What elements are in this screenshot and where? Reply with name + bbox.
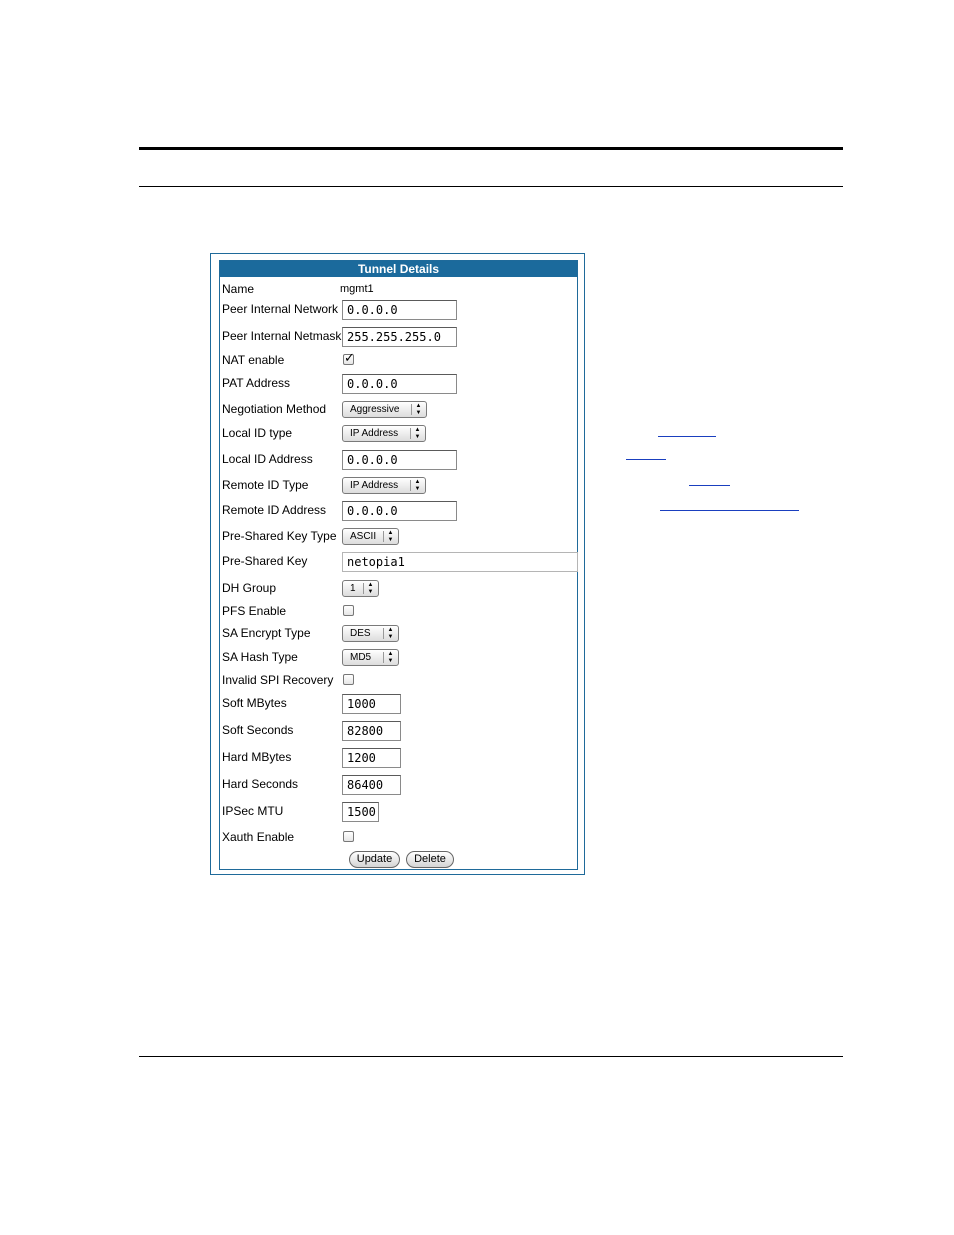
- name-label: Name: [222, 282, 255, 296]
- up-down-arrows-icon: ▲ ▼: [387, 530, 394, 543]
- link-underline-2[interactable]: [626, 459, 666, 460]
- pfs-enable-checkbox[interactable]: [343, 605, 354, 616]
- local-id-type-select[interactable]: [342, 425, 426, 442]
- pat-address-label: PAT Address: [222, 376, 291, 390]
- negotiation-method-select[interactable]: [342, 401, 427, 418]
- delete-button[interactable]: Delete: [406, 851, 454, 868]
- negotiation-method-label: Negotiation Method: [222, 402, 327, 416]
- xauth-enable-checkbox[interactable]: [343, 831, 354, 842]
- link-underline-1[interactable]: [658, 436, 716, 437]
- local-id-address-input[interactable]: 0.0.0.0: [342, 450, 457, 470]
- invalid-spi-recovery-checkbox[interactable]: [343, 674, 354, 685]
- update-button[interactable]: Update: [349, 851, 400, 868]
- hard-mbytes-input[interactable]: 1200: [342, 748, 401, 768]
- select-divider: [363, 583, 364, 594]
- dh-group-selected: 1: [350, 583, 356, 594]
- select-divider: [410, 428, 411, 439]
- peer-internal-netmask-label: Peer Internal Netmask: [222, 329, 342, 343]
- local-id-type-selected: IP Address: [350, 428, 399, 439]
- up-down-arrows-icon: ▲ ▼: [387, 651, 394, 664]
- select-divider: [383, 531, 384, 542]
- tunnel-details-inner: [219, 260, 578, 870]
- link-underline-3[interactable]: [689, 485, 730, 486]
- select-divider: [411, 404, 412, 415]
- soft-seconds-label: Soft Seconds: [222, 723, 294, 737]
- dh-group-select[interactable]: [342, 580, 379, 597]
- name-value: mgmt1: [340, 283, 374, 295]
- remote-id-type-select[interactable]: [342, 477, 426, 494]
- select-divider: [383, 628, 384, 639]
- pfs-enable-label: PFS Enable: [222, 604, 287, 618]
- soft-mbytes-input[interactable]: 1000: [342, 694, 401, 714]
- soft-mbytes-label: Soft MBytes: [222, 696, 287, 710]
- footer-rule: [139, 1056, 843, 1057]
- pre-shared-key-type-select[interactable]: [342, 528, 399, 545]
- ipsec-mtu-input[interactable]: 1500: [342, 802, 379, 822]
- sa-hash-type-label: SA Hash Type: [222, 650, 298, 664]
- sa-encrypt-type-label: SA Encrypt Type: [222, 626, 311, 640]
- ipsec-mtu-label: IPSec MTU: [222, 804, 284, 818]
- local-id-type-label: Local ID type: [222, 426, 293, 440]
- checkmark-icon: ✓: [344, 350, 355, 365]
- pre-shared-key-type-selected: ASCII: [350, 531, 377, 542]
- xauth-enable-label: Xauth Enable: [222, 830, 295, 844]
- dh-group-label: DH Group: [222, 581, 277, 595]
- up-down-arrows-icon: ▲ ▼: [414, 427, 421, 440]
- hard-seconds-input[interactable]: 86400: [342, 775, 401, 795]
- pre-shared-key-input[interactable]: netopia1: [342, 552, 578, 572]
- top-rule: [139, 147, 843, 150]
- pre-shared-key-label: Pre-Shared Key: [222, 554, 308, 568]
- nat-enable-label: NAT enable: [222, 353, 285, 367]
- nat-enable-checkbox[interactable]: [343, 350, 355, 365]
- panel-title: Tunnel Details: [220, 261, 577, 277]
- peer-internal-network-label: Peer Internal Network: [222, 302, 339, 316]
- sa-encrypt-type-select[interactable]: [342, 625, 399, 642]
- up-down-arrows-icon: ▲ ▼: [387, 627, 394, 640]
- sa-encrypt-type-selected: DES: [350, 628, 371, 639]
- negotiation-method-selected: Aggressive: [350, 404, 400, 415]
- pre-shared-key-type-label: Pre-Shared Key Type: [222, 529, 337, 543]
- remote-id-address-input[interactable]: 0.0.0.0: [342, 501, 457, 521]
- remote-id-address-label: Remote ID Address: [222, 503, 327, 517]
- invalid-spi-recovery-label: Invalid SPI Recovery: [222, 673, 334, 687]
- pat-address-input[interactable]: 0.0.0.0: [342, 374, 457, 394]
- link-underline-4[interactable]: [660, 510, 799, 511]
- hard-seconds-label: Hard Seconds: [222, 777, 299, 791]
- up-down-arrows-icon: ▲ ▼: [415, 403, 422, 416]
- sa-hash-type-selected: MD5: [350, 652, 372, 663]
- peer-internal-network-input[interactable]: 0.0.0.0: [342, 300, 457, 320]
- header-rule: [139, 186, 843, 187]
- select-divider: [383, 652, 384, 663]
- remote-id-type-label: Remote ID Type: [222, 478, 309, 492]
- select-divider: [410, 480, 411, 491]
- sa-hash-type-select[interactable]: [342, 649, 399, 666]
- peer-internal-netmask-input[interactable]: 255.255.255.0: [342, 327, 457, 347]
- hard-mbytes-label: Hard MBytes: [222, 750, 292, 764]
- up-down-arrows-icon: ▲ ▼: [367, 582, 374, 595]
- tunnel-details-panel: [210, 253, 585, 875]
- local-id-address-label: Local ID Address: [222, 452, 313, 466]
- up-down-arrows-icon: ▲ ▼: [414, 479, 421, 492]
- soft-seconds-input[interactable]: 82800: [342, 721, 401, 741]
- remote-id-type-selected: IP Address: [350, 480, 399, 491]
